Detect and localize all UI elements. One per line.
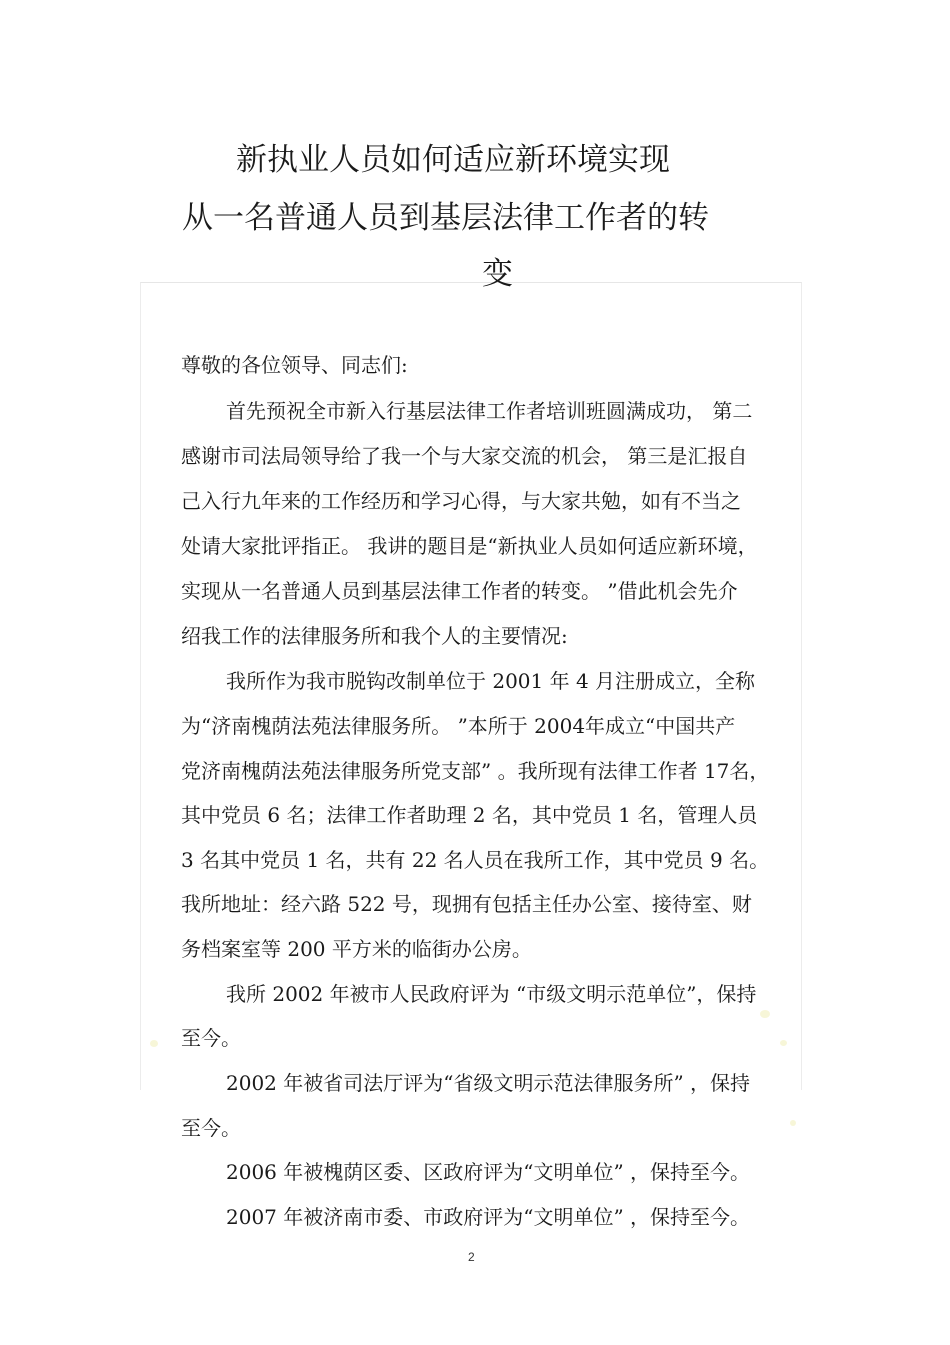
body-line: 至今。 [181,1026,241,1050]
body-line: 处请大家批评指正。 我讲的题目是“新执业人员如何适应新环境， [181,534,758,558]
paper-speck [760,1010,770,1018]
body-line: 至今。 [181,1116,241,1140]
paper-speck [790,1120,796,1126]
page-number: 2 [468,1250,475,1264]
document-title-line-3: 变 [482,256,513,292]
body-line: 己入行九年来的工作经历和学习心得，与大家共勉，如有不当之 [181,489,741,513]
body-line: 实现从一名普通人员到基层法律工作者的转变。 ”借此机会先介 [181,579,738,603]
paper-speck [780,1040,787,1046]
body-line: 我所地址：经六路 522 号，现拥有包括主任办公室、接待室、财 [181,892,752,916]
body-line: 党济南槐荫法苑法律服务所党支部” 。我所现有法律工作者 17名， [181,759,770,783]
body-line: 3 名其中党员 1 名，共有 22 名人员在我所工作，其中党员 9 名。 [181,848,770,872]
body-line: 2002 年被省司法厅评为“省级文明示范法律服务所” ，保持 [226,1071,751,1095]
salutation: 尊敬的各位领导、同志们: [181,353,408,377]
body-line: 务档案室等 200 平方米的临街办公房。 [181,937,532,961]
paper-speck [150,1040,158,1047]
body-line: 其中党员 6 名；法律工作者助理 2 名，其中党员 1 名，管理人员 [181,803,758,827]
body-line: 我所 2002 年被市人民政府评为 “市级文明示范单位”，保持 [226,982,757,1006]
body-line: 我所作为我市脱钩改制单位于 2001 年 4 月注册成立，全称 [226,669,756,693]
body-line: 2007 年被济南市委、市政府评为“文明单位” ，保持至今。 [226,1205,751,1229]
body-line: 绍我工作的法律服务所和我个人的主要情况: [181,624,568,648]
body-line: 首先预祝全市新入行基层法律工作者培训班圆满成功， 第二 [226,399,753,423]
document-title-line-1: 新执业人员如何适应新环境实现 [236,142,670,178]
body-line: 为“济南槐荫法苑法律服务所。 ”本所于 2004年成立“中国共产 [181,714,736,738]
document-title-line-2: 从一名普通人员到基层法律工作者的转 [182,200,709,236]
body-line: 2006 年被槐荫区委、区政府评为“文明单位” ，保持至今。 [226,1160,751,1184]
body-line: 感谢市司法局领导给了我一个与大家交流的机会， 第三是汇报自 [181,444,748,468]
